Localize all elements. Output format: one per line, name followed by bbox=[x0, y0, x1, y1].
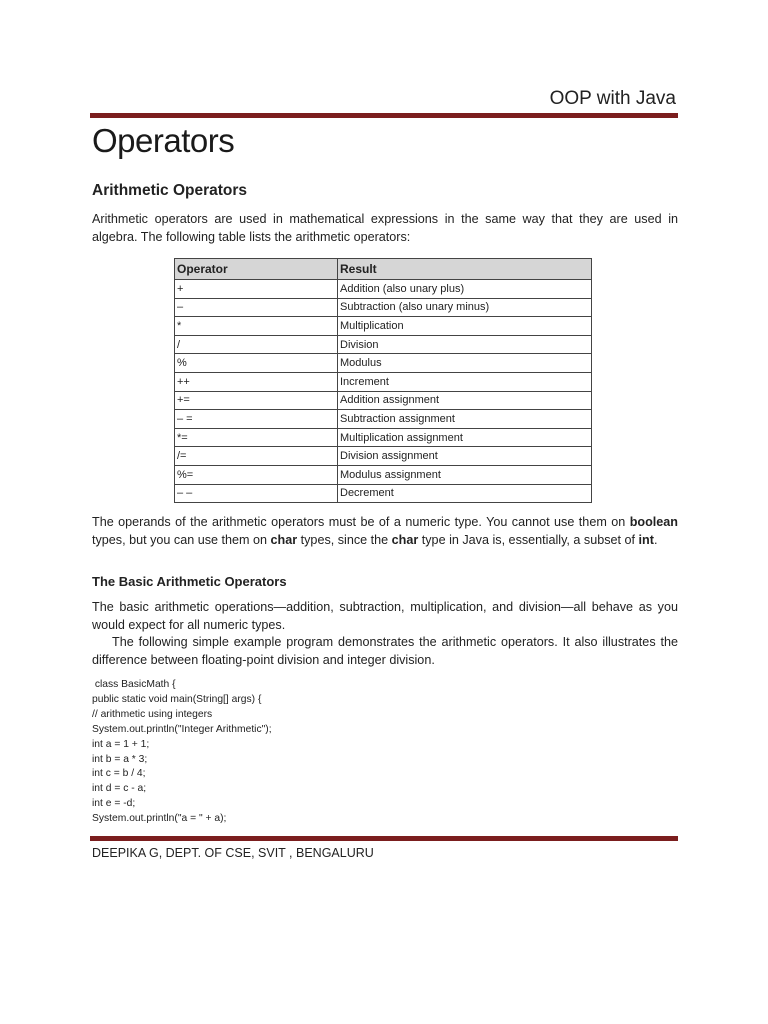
operator-cell: /= bbox=[175, 447, 338, 466]
code-line: public static void main(String[] args) { bbox=[92, 693, 262, 705]
operator-cell: % bbox=[175, 354, 338, 373]
basic-paragraph-1: The basic arithmetic operations—addition, subtraction, multiplication, and division—all behave as you would expect for all numeric types. bbox=[92, 600, 678, 632]
operator-cell: – – bbox=[175, 484, 338, 503]
table-row bbox=[175, 335, 592, 354]
table-row bbox=[175, 372, 592, 391]
operator-cell: ++ bbox=[175, 372, 338, 391]
keyword-char: char bbox=[270, 533, 298, 547]
operator-cell: – = bbox=[175, 410, 338, 429]
basic-paragraph-2: The following simple example program demonstrates the arithmetic operators. It also illustrates the difference between floating-point division and integer division. bbox=[92, 635, 678, 667]
code-line: int c = b / 4; bbox=[92, 768, 146, 780]
intro-paragraph: Arithmetic operators are used in mathematical expressions in the same way that they are used in algebra. The following table lists the arithmetic operators: bbox=[92, 212, 678, 244]
subsection-title: The Basic Arithmetic Operators bbox=[92, 574, 287, 589]
table-row bbox=[175, 465, 592, 484]
table-row bbox=[175, 391, 592, 410]
operands-text: types, but you can use them on bbox=[92, 533, 271, 547]
table-row bbox=[175, 484, 592, 503]
result-cell: Multiplication assignment bbox=[338, 428, 592, 447]
page-header-course: OOP with Java bbox=[549, 88, 676, 109]
operator-cell: += bbox=[175, 391, 338, 410]
code-line: int b = a * 3; bbox=[92, 753, 148, 765]
operator-cell: %= bbox=[175, 465, 338, 484]
result-cell: Division bbox=[338, 335, 592, 354]
result-cell: Modulus assignment bbox=[338, 465, 592, 484]
section-title: Arithmetic Operators bbox=[92, 182, 248, 199]
code-line: System.out.println("a = " + a); bbox=[92, 813, 227, 825]
footer-rule bbox=[90, 836, 678, 841]
keyword-boolean: boolean bbox=[629, 515, 678, 529]
result-cell: Division assignment bbox=[338, 447, 592, 466]
result-cell: Subtraction (also unary minus) bbox=[338, 298, 592, 317]
result-cell: Subtraction assignment bbox=[338, 410, 592, 429]
table-row bbox=[175, 428, 592, 447]
code-line: int e = -d; bbox=[92, 798, 136, 810]
table-row bbox=[175, 354, 592, 373]
code-line: // arithmetic using integers bbox=[92, 708, 213, 720]
page-footer: DEEPIKA G, DEPT. OF CSE, SVIT , BENGALURU bbox=[92, 846, 374, 860]
operators-table bbox=[174, 258, 592, 503]
operands-paragraph bbox=[92, 513, 678, 549]
code-listing bbox=[92, 678, 272, 827]
operands-text: The operands of the arithmetic operators must be of a numeric type. You cannot use them on bbox=[92, 515, 630, 529]
result-cell: Modulus bbox=[338, 354, 592, 373]
operands-text: type in Java is, essentially, a subset of bbox=[418, 533, 639, 547]
column-header-operator: Operator bbox=[175, 259, 338, 280]
operands-text: . bbox=[653, 533, 658, 547]
page-title: Operators bbox=[92, 122, 235, 159]
table-row bbox=[175, 280, 592, 299]
table-row bbox=[175, 298, 592, 317]
code-line: int a = 1 + 1; bbox=[92, 738, 150, 750]
code-line: class BasicMath { bbox=[92, 679, 176, 690]
table-row bbox=[175, 410, 592, 429]
header-rule bbox=[90, 113, 678, 118]
result-cell: Addition assignment bbox=[338, 391, 592, 410]
operands-text: types, since the bbox=[297, 533, 392, 547]
operator-cell: * bbox=[175, 317, 338, 336]
result-cell: Increment bbox=[338, 372, 592, 391]
table-row bbox=[175, 447, 592, 466]
result-cell: Multiplication bbox=[338, 317, 592, 336]
table-header-row bbox=[175, 259, 592, 280]
code-line: int d = c - a; bbox=[92, 783, 147, 795]
table-row bbox=[175, 317, 592, 336]
keyword-int: int bbox=[638, 533, 654, 547]
operator-cell: *= bbox=[175, 428, 338, 447]
operator-cell: / bbox=[175, 335, 338, 354]
operator-cell: – bbox=[175, 298, 338, 317]
result-cell: Decrement bbox=[338, 484, 592, 503]
operator-cell: + bbox=[175, 280, 338, 299]
keyword-char: char bbox=[391, 533, 419, 547]
column-header-result: Result bbox=[338, 259, 592, 280]
result-cell: Addition (also unary plus) bbox=[338, 280, 592, 299]
code-line: System.out.println("Integer Arithmetic"); bbox=[92, 723, 272, 735]
